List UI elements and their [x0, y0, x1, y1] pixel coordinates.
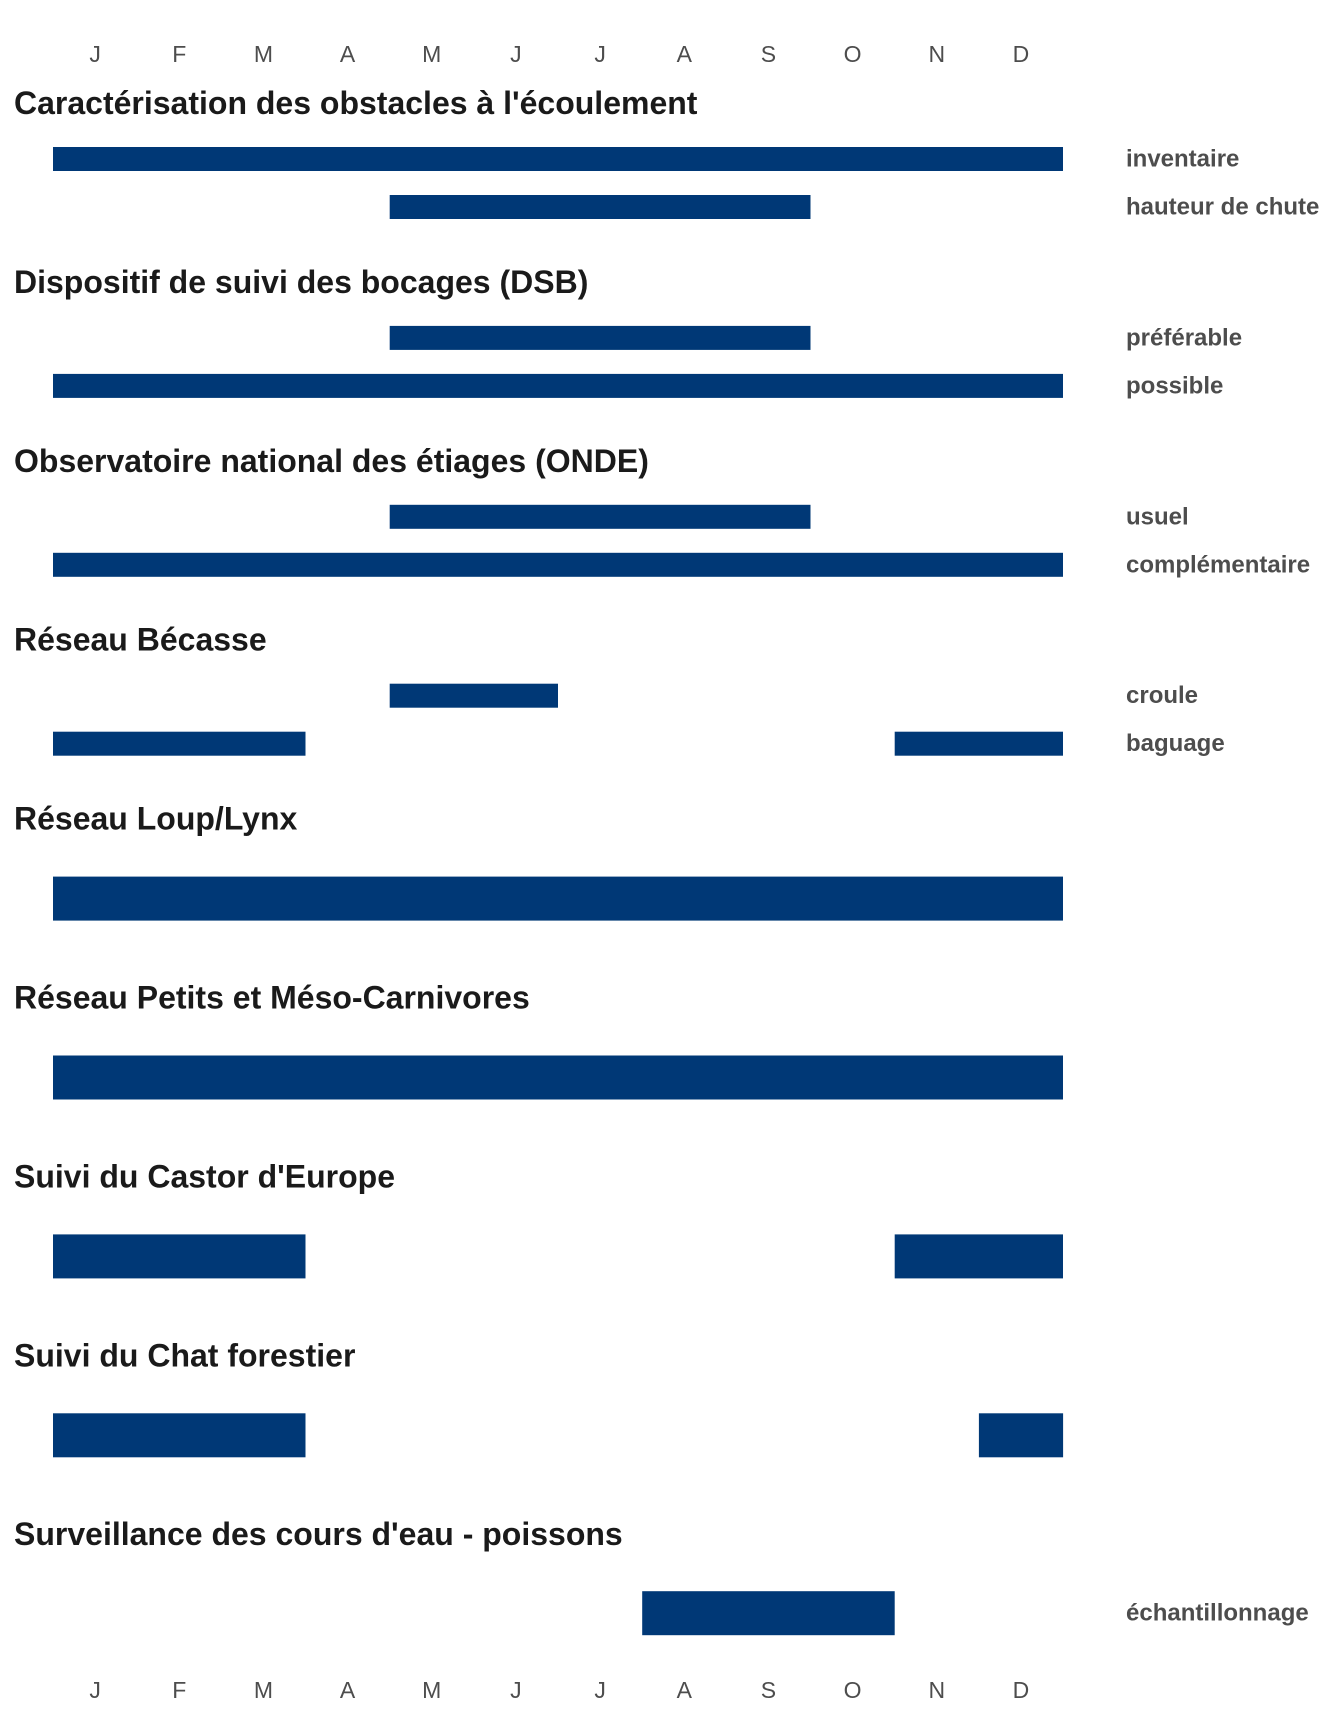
top-axis-month-label: F	[172, 41, 187, 67]
gantt-bar	[53, 1234, 306, 1278]
gantt-bar	[979, 1413, 1063, 1457]
bottom-axis-month-label: D	[1012, 1677, 1030, 1703]
top-axis-month-label: S	[760, 41, 777, 67]
section-title: Réseau Bécasse	[14, 621, 267, 658]
top-axis-month-label: D	[1012, 41, 1030, 67]
gantt-bar	[390, 684, 558, 708]
top-axis-month-label: A	[676, 41, 692, 67]
top-axis-month-label: A	[339, 41, 356, 67]
section-title: Dispositif de suivi des bocages (DSB)	[14, 263, 589, 300]
gantt-bar	[53, 877, 1063, 921]
row-label: usuel	[1126, 503, 1189, 531]
row-label: possible	[1126, 372, 1224, 400]
top-axis-month-label: M	[253, 41, 274, 67]
row-label: échantillonnage	[1126, 1599, 1309, 1627]
gantt-bar	[390, 195, 811, 219]
row-label: hauteur de chute	[1126, 193, 1320, 221]
gantt-bar	[53, 732, 306, 756]
gantt-bar	[390, 326, 811, 350]
gantt-bar	[895, 1234, 1063, 1278]
bottom-axis-month-label: A	[339, 1677, 356, 1703]
bottom-axis-month-label: J	[594, 1677, 606, 1703]
row-label: complémentaire	[1126, 551, 1311, 579]
section-title: Surveillance des cours d'eau - poissons	[14, 1516, 623, 1553]
row-label: inventaire	[1126, 145, 1240, 173]
bottom-axis-month-label: J	[510, 1677, 522, 1703]
top-axis-month-label: J	[510, 41, 522, 67]
gantt-bar	[895, 732, 1063, 756]
section-title: Suivi du Chat forestier	[14, 1337, 356, 1374]
gantt-bar	[53, 1056, 1063, 1100]
row-label: baguage	[1126, 730, 1225, 758]
bottom-axis-month-label: F	[172, 1677, 187, 1703]
gantt-bar	[53, 1413, 306, 1457]
gantt-bar	[53, 374, 1063, 398]
gantt-bar	[642, 1591, 895, 1635]
section-title: Observatoire national des étiages (ONDE)	[14, 442, 649, 479]
section-title: Réseau Loup/Lynx	[14, 800, 298, 837]
row-label: croule	[1126, 682, 1199, 710]
top-axis-month-label: M	[422, 41, 442, 67]
top-axis-month-label: J	[594, 41, 606, 67]
section-title: Suivi du Castor d'Europe	[14, 1158, 395, 1195]
bottom-axis-month-label: M	[253, 1677, 274, 1703]
bottom-axis-month-label: S	[760, 1677, 777, 1703]
bottom-axis-month-label: O	[843, 1677, 862, 1703]
bottom-axis-month-label: J	[89, 1677, 101, 1703]
top-axis-month-label: J	[89, 41, 101, 67]
top-axis-month-label: N	[928, 41, 946, 67]
top-axis-month-label: O	[843, 41, 862, 67]
section-title: Caractérisation des obstacles à l'écoulement	[14, 85, 698, 121]
row-label: préférable	[1126, 324, 1243, 352]
bottom-axis-month-label: A	[676, 1677, 692, 1703]
bottom-axis-month-label: M	[422, 1677, 442, 1703]
gantt-bar	[53, 147, 1063, 171]
gantt-bar	[390, 505, 811, 529]
bottom-axis-month-label: N	[928, 1677, 946, 1703]
section-title: Réseau Petits et Méso-Carnivores	[14, 979, 530, 1016]
gantt-bar	[53, 553, 1063, 577]
